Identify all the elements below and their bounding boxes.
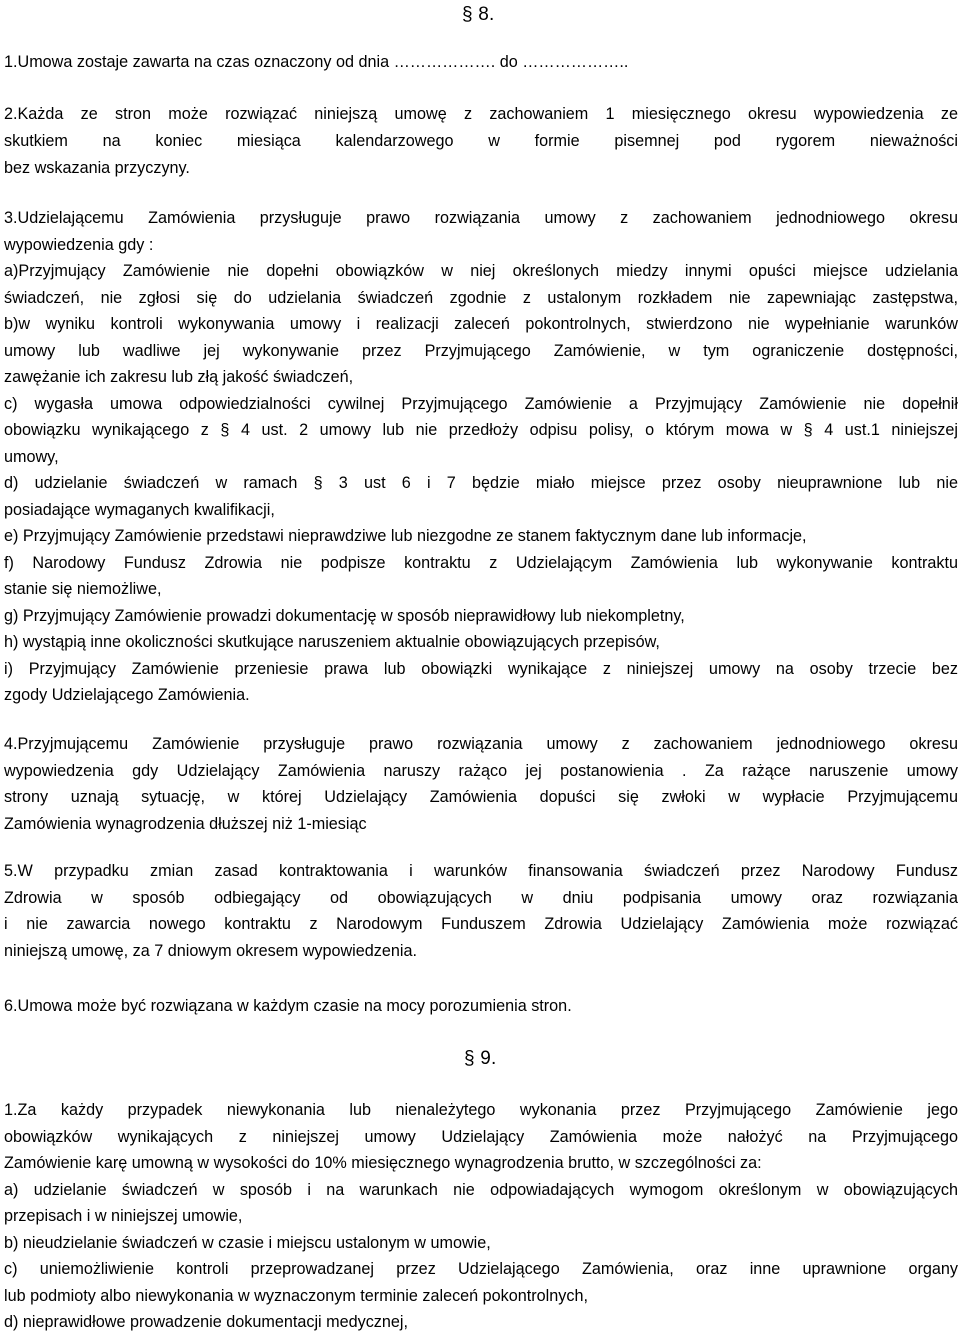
- text-line: 1.Umowa zostaje zawarta na czas oznaczony od dnia ………………. do ………………..: [4, 53, 629, 71]
- text-line: 6.Umowa może być rozwiązana w każdym czasie na mocy porozumienia stron.: [4, 997, 572, 1015]
- text-line: Zamówienia wynagrodzenia dłuższej niż 1-miesiąc: [4, 814, 367, 833]
- text-line: niniejszą umowę, za 7 dniowym okresem wypowiedzenia.: [4, 941, 417, 960]
- text-line: b)w wyniku kontroli wykonywania umowy i realizacji zaleceń pokontrolnych, stwierdzono nie wypełnianie warunków: [4, 315, 958, 333]
- paragraph-8-5: [4, 858, 958, 964]
- text-line: wypowiedzenia gdy Udzielający Zamówienia naruszy rażąco jej postanowienia . Za rażące naruszenie umowy: [4, 761, 958, 780]
- text-line: a) udzielanie świadczeń w sposób i na warunkach nie odpowiadających wymogom określonym w obowiązujących: [4, 1180, 958, 1199]
- text-line: wypowiedzenia gdy :: [4, 235, 154, 254]
- paragraph-8-3: [4, 205, 958, 709]
- text-line: posiadające wymaganych kwalifikacji,: [4, 500, 275, 519]
- text-line: obowiązku wynikającego z § 4 ust. 2 umowy lub nie przedłoży odpisu polisy, o którym mowa w § 4 ust.1 niniejszej: [4, 421, 958, 439]
- text-line: 4.Przyjmującemu Zamówienie przysługuje prawo rozwiązania umowy z zachowaniem jednodniowego okresu: [4, 735, 958, 753]
- text-line: umowy,: [4, 447, 59, 466]
- text-line: h) wystąpią inne okoliczności skutkujące naruszeniem aktualnie obowiązujących przepisów,: [4, 633, 660, 651]
- section-9-heading: § 9.: [464, 1048, 497, 1069]
- text-line: b) nieudzielanie świadczeń w czasie i miejscu ustalonym w umowie,: [4, 1233, 491, 1252]
- text-line: e) Przyjmujący Zamówienie przedstawi nieprawdziwe lub niezgodne ze stanem faktycznym dane lub informacje,: [4, 527, 807, 545]
- text-line: i nie zawarcia nowego kontraktu z Narodowym Funduszem Zdrowia Udzielający Zamówienia może rozwiązać: [4, 915, 958, 933]
- text-line: d) udzielanie świadczeń w ramach § 3 ust 6 i 7 będzie miało miejsce przez osoby nieuprawnione lub nie: [4, 474, 958, 492]
- text-line: lub podmioty albo niewykonania w wyznaczonym terminie zaleceń pokontrolnych,: [4, 1286, 588, 1305]
- text-line: 1.Za każdy przypadek niewykonania lub nienależytego wykonania przez Przyjmującego Zamówienie jego: [4, 1101, 958, 1119]
- text-line: bez wskazania przyczyny.: [4, 159, 190, 177]
- text-line: 2.Każda ze stron może rozwiązać niniejszą umowę z zachowaniem 1 miesięcznego okresu wypowiedzenia ze: [4, 105, 958, 123]
- text-line: przepisach i w niniejszej umowie,: [4, 1207, 243, 1225]
- text-line: Zamówienie karę umowną w wysokości do 10% miesięcznego wynagrodzenia brutto, w szczególności za:: [4, 1154, 762, 1172]
- paragraph-9-1: [4, 1097, 958, 1336]
- section-8-heading: § 8.: [462, 4, 495, 25]
- text-line: umowy lub wadliwe jej wykonywanie przez Przyjmującego Zamówienie, w tym ograniczenie dostępności,: [4, 341, 958, 360]
- text-line: c) wygasła umowa odpowiedzialności cywilnej Przyjmującego Zamówienie a Przyjmujący Zamówienie nie dopełnił: [4, 394, 958, 413]
- paragraph-8-4: [4, 731, 958, 837]
- text-line: strony uznają sytuację, w której Udzielający Zamówienia dopuści się zwłoki w wypłacie Przyjmującemu: [4, 788, 958, 806]
- text-line: c) uniemożliwienie kontroli przeprowadzanej przez Udzielającego Zamówienia, oraz inne uprawnione organy: [4, 1260, 958, 1278]
- text-line: zawężanie ich zakresu lub złą jakość świadczeń,: [4, 368, 354, 386]
- text-line: i) Przyjmujący Zamówienie przeniesie prawa lub obowiązki wynikające z niniejszej umowy na osoby trzecie bez: [4, 659, 958, 678]
- paragraph-8-2: [4, 101, 958, 186]
- paragraph-8-6: [4, 993, 958, 1020]
- text-line: obowiązków wynikających z niniejszej umowy Udzielający Zamówienia może nałożyć na Przyjmującego: [4, 1127, 958, 1146]
- text-line: stanie się niemożliwe,: [4, 580, 162, 598]
- text-line: f) Narodowy Fundusz Zdrowia nie podpisze kontraktu z Udzielającym Zamówienia lub wykonywanie kontraktu: [4, 553, 958, 572]
- text-line: Zdrowia w sposób odbiegający od obowiązujących w dniu podpisania umowy oraz rozwiązania: [4, 888, 958, 907]
- paragraph-8-1: [4, 49, 958, 76]
- text-line: a)Przyjmujący Zamówienie nie dopełni obowiązków w niej określonych miedzy innymi opuści miejsce udzielania: [4, 262, 958, 280]
- text-line: d) nieprawidłowe prowadzenie dokumentacji medycznej,: [4, 1313, 408, 1331]
- text-line: 5.W przypadku zmian zasad kontraktowania i warunków finansowania świadczeń przez Narodowy Fundusz: [4, 862, 958, 880]
- text-line: świadczeń, nie zgłosi się do udzielania świadczeń zgodnie z ustalonym rozkładem nie zapewniając zastępstwa,: [4, 288, 958, 307]
- text-line: g) Przyjmujący Zamówienie prowadzi dokumentację w sposób nieprawidłowy lub niekompletny,: [4, 606, 685, 625]
- text-line: zgody Udzielającego Zamówienia.: [4, 686, 250, 704]
- text-line: skutkiem na koniec miesiąca kalendarzowego w formie pisemnej pod rygorem nieważności: [4, 132, 958, 150]
- text-line: 3.Udzielającemu Zamówienia przysługuje prawo rozwiązania umowy z zachowaniem jednodniowego okresu: [4, 209, 958, 227]
